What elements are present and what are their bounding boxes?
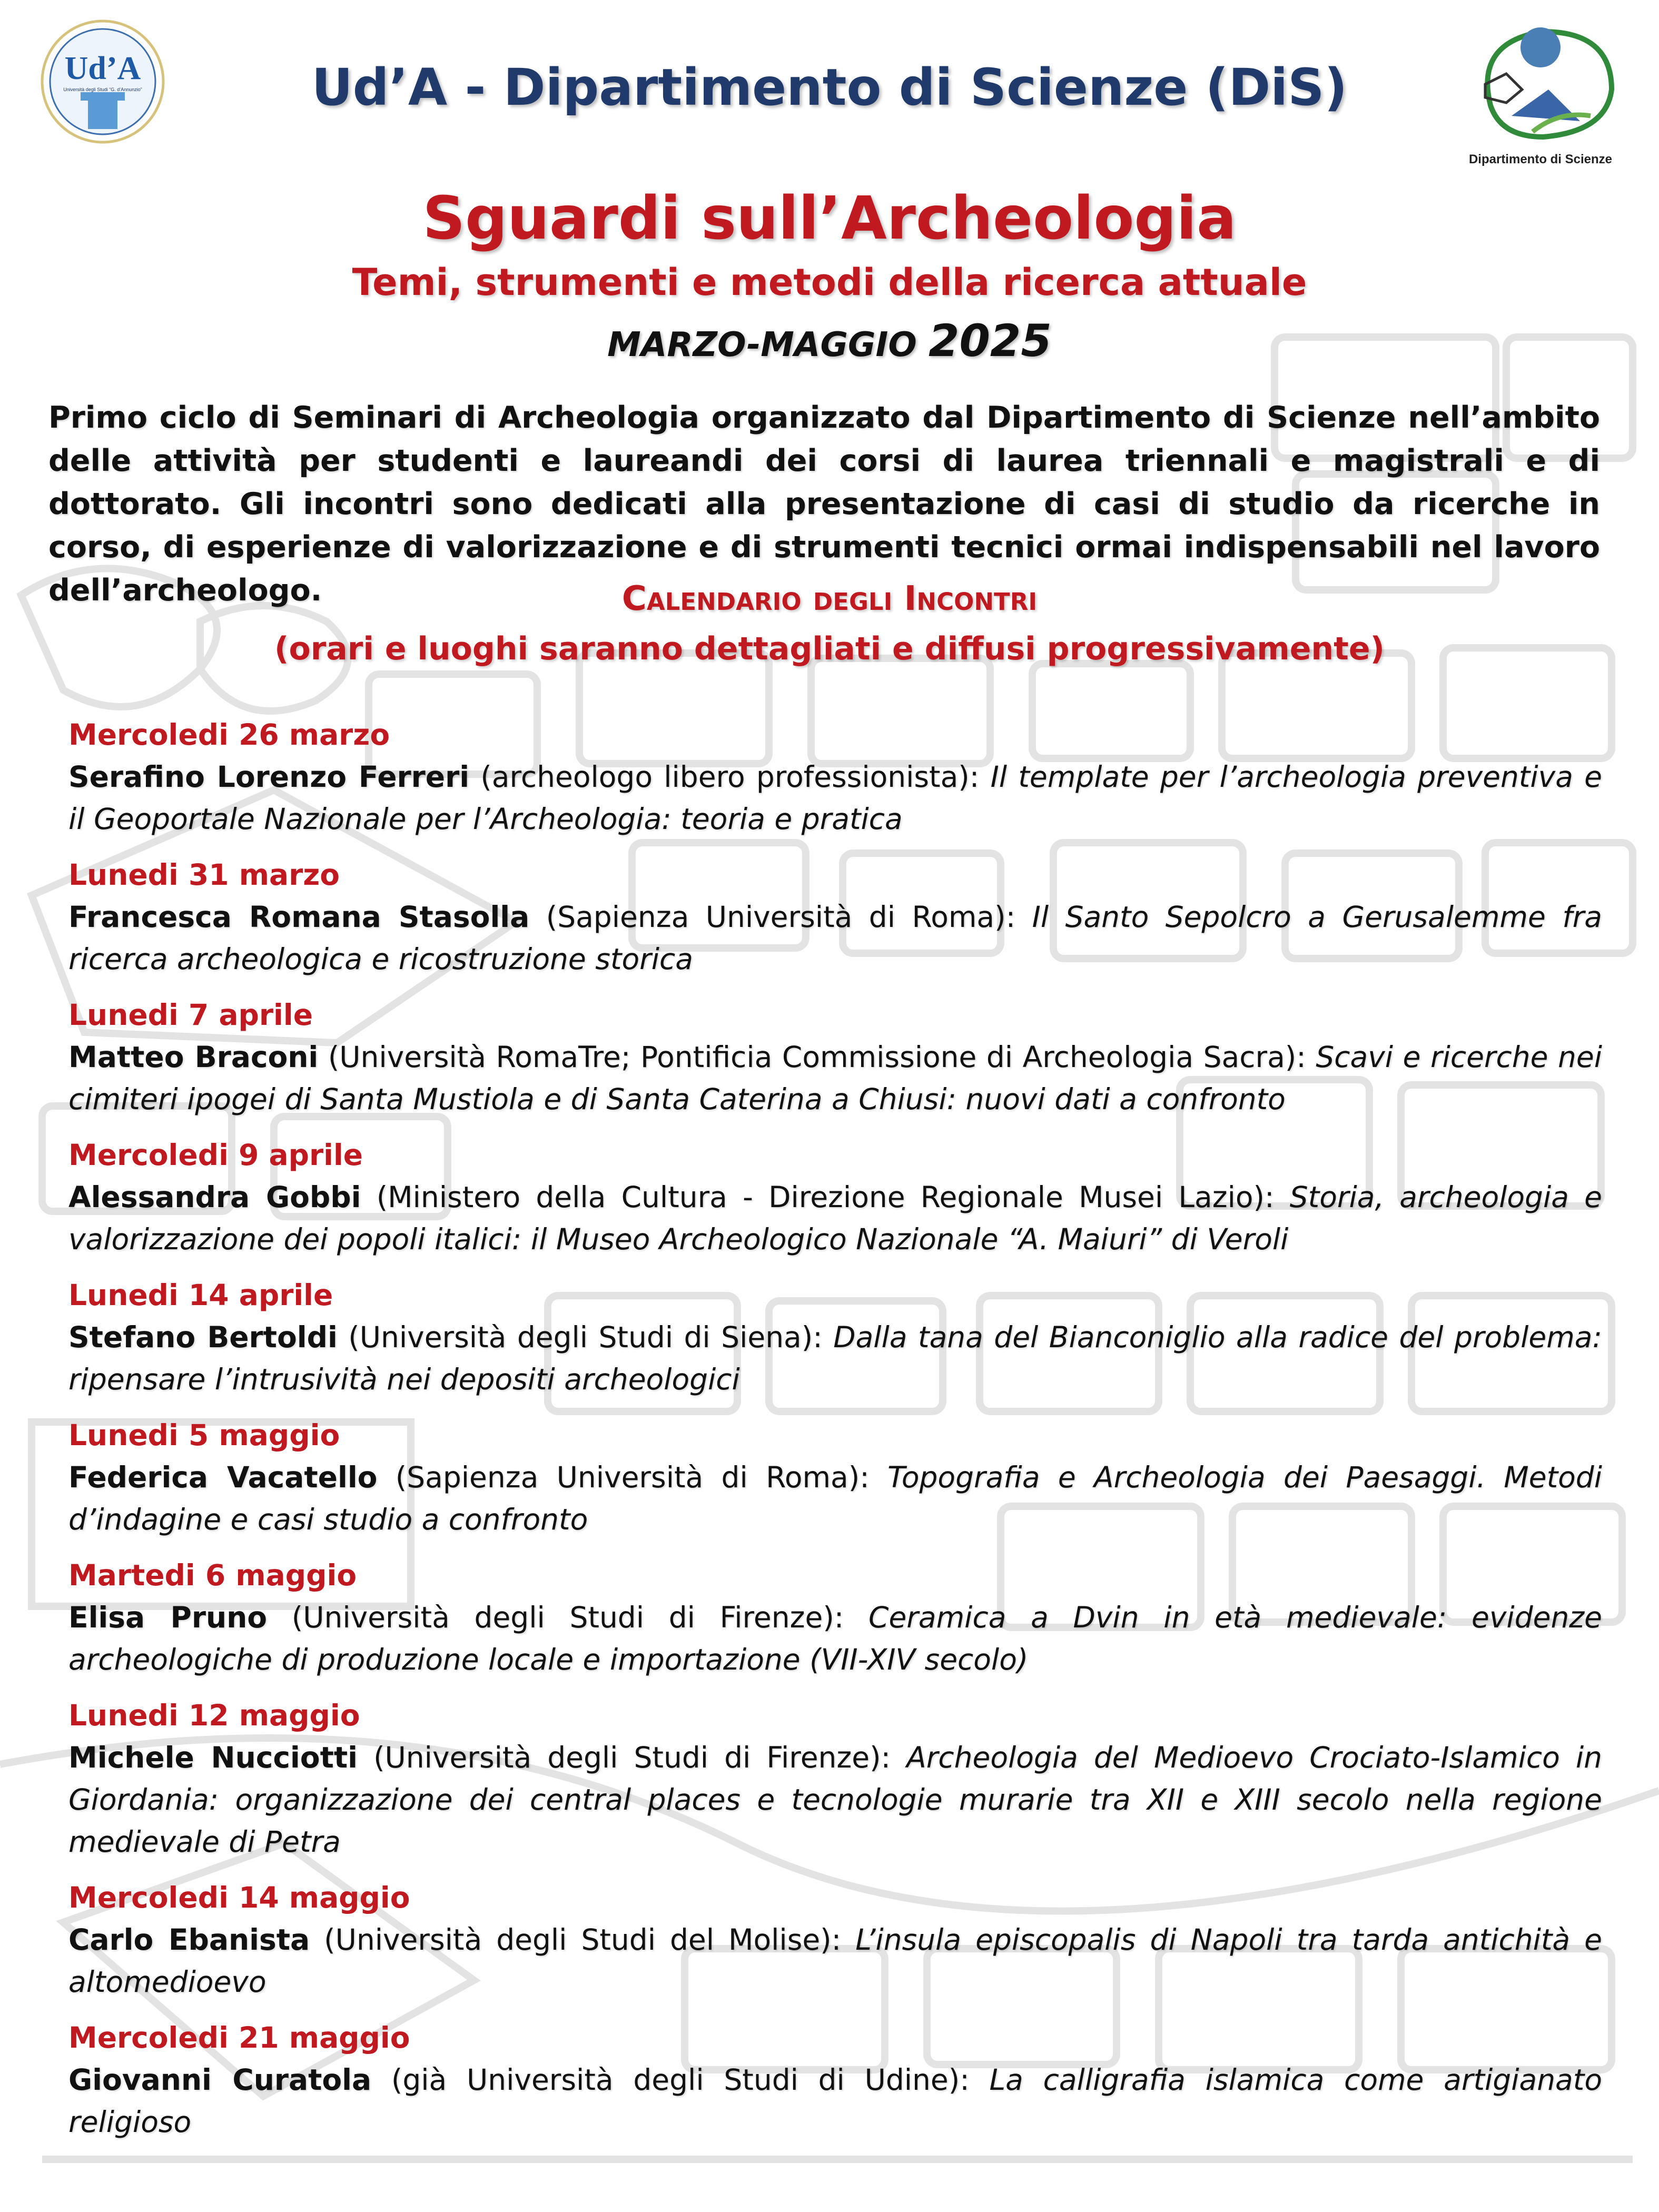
event-speaker: Matteo Braconi	[68, 1040, 319, 1074]
event-speaker: Francesca Romana Stasolla	[68, 900, 530, 934]
date-year: 2025	[929, 315, 1052, 367]
event-item	[68, 1554, 1602, 1681]
event-affiliation: (archeologo libero professionista):	[469, 760, 991, 794]
event-body	[68, 1036, 1602, 1120]
event-speaker: Michele Nucciotti	[68, 1741, 358, 1774]
event-talk-title: Topografia e Archeologia dei Paesaggi. Metodi d’indagine e casi studio a confronto	[68, 1460, 1602, 1536]
event-date: Mercoledi 21 maggio	[68, 2021, 410, 2055]
event-body	[68, 1596, 1602, 1681]
event-talk-title: Scavi e ricerche nei cimiteri ipogei di Santa Mustiola e di Santa Caterina a Chiusi: nuovi dati a confronto	[68, 1040, 1603, 1116]
date-range	[0, 315, 1659, 367]
event-date: Martedi 6 maggio	[68, 1558, 357, 1592]
event-speaker: Elisa Pruno	[68, 1601, 268, 1634]
event-talk-title: L’insula episcopalis di Napoli tra tarda antichità e altomedioevo	[68, 1923, 1602, 1999]
event-speaker: Serafino Lorenzo Ferreri	[68, 760, 470, 794]
event-speaker: Stefano Bertoldi	[68, 1320, 338, 1354]
event-speaker: Federica Vacatello	[68, 1460, 378, 1494]
event-body	[68, 1316, 1602, 1400]
event-body	[68, 1919, 1602, 2003]
svg-text:Dipartimento di Scienze: Dipartimento di Scienze	[1468, 152, 1613, 166]
event-body	[68, 756, 1602, 840]
event-date: Mercoledi 26 marzo	[68, 718, 390, 752]
event-affiliation: (Università RomaTre; Pontificia Commissione di Archeologia Sacra):	[318, 1040, 1316, 1074]
page-subtitle: Temi, strumenti e metodi della ricerca attuale	[352, 261, 1307, 304]
event-date: Lunedi 7 aprile	[68, 998, 313, 1032]
intro-paragraph: Primo ciclo di Seminari di Archeologia organizzato dal Dipartimento di Scienze nell’ambito delle attività per studenti e laureandi dei corsi di laurea triennali e magistrali e di dottorato. Gli incontri sono dedicati alla presentazione di casi di studio da ricerche in corso, di esperienze di valorizzazione e di strumenti tecnici ormai indispensabili nel lavoro dell’archeologo.	[48, 400, 1600, 608]
department-title: Ud’A - Dipartimento di Scienze (DiS)	[311, 58, 1348, 117]
event-talk-title: Storia, archeologia e valorizzazione dei popoli italici: il Museo Archeologico Nazionale “A. Maiuri” di Veroli	[68, 1180, 1602, 1256]
event-body	[68, 2059, 1602, 2143]
event-speaker: Carlo Ebanista	[68, 1923, 310, 1957]
event-list	[68, 714, 1602, 2157]
svg-text:Università degli Studi “G. d’A: Università degli Studi “G. d’Annunzio”	[63, 87, 142, 92]
event-talk-title: Il template per l’archeologia preventiva e il Geoportale Nazionale per l’Archeologia: teoria e pratica	[68, 760, 1602, 836]
event-item	[68, 1694, 1602, 1863]
calendar-note: (orari e luoghi saranno dettagliati e diffusi progressivamente)	[274, 630, 1385, 667]
event-talk-title: La calligrafia islamica come artigianato religioso	[68, 2063, 1602, 2139]
event-item	[68, 1877, 1602, 2003]
event-item	[68, 2017, 1602, 2143]
event-affiliation: (Università degli Studi di Firenze):	[267, 1601, 869, 1634]
event-speaker: Giovanni Curatola	[68, 2063, 372, 2097]
event-date: Lunedi 14 aprile	[68, 1278, 333, 1312]
event-date: Mercoledi 9 aprile	[68, 1138, 363, 1172]
event-talk-title: Ceramica a Dvin in età medievale: evidenze archeologiche di produzione locale e importazione (VII-XIV secolo)	[68, 1601, 1603, 1676]
event-talk-title: Archeologia del Medioevo Crociato-Islamico in Giordania: organizzazione dei central places e tecnologie murarie tra XII e XIII secolo nella regione medievale di Petra	[68, 1741, 1603, 1859]
event-body	[68, 1176, 1602, 1260]
event-affiliation: (Ministero della Cultura - Direzione Regionale Musei Lazio):	[361, 1180, 1290, 1214]
event-body	[68, 1736, 1602, 1863]
event-date: Lunedi 31 marzo	[68, 858, 340, 892]
event-body	[68, 896, 1602, 980]
event-item	[68, 854, 1602, 980]
calendar-heading: Calendario degli Incontri	[621, 579, 1038, 618]
event-speaker: Alessandra Gobbi	[68, 1180, 361, 1214]
event-item	[68, 1274, 1602, 1400]
event-body	[68, 1456, 1602, 1540]
event-affiliation: (Università degli Studi del Molise):	[310, 1923, 856, 1957]
event-affiliation: (Università degli Studi di Siena):	[337, 1320, 834, 1354]
event-date: Mercoledi 14 maggio	[68, 1881, 410, 1914]
page-title: Sguardi sull’Archeologia	[422, 184, 1237, 253]
event-date: Lunedi 5 maggio	[68, 1418, 340, 1452]
event-item	[68, 1134, 1602, 1260]
event-talk-title: Il Santo Sepolcro a Gerusalemme fra ricerca archeologica e ricostruzione storica	[68, 900, 1602, 976]
event-item	[68, 1414, 1602, 1540]
event-item	[68, 714, 1602, 840]
event-affiliation: (Sapienza Università di Roma):	[377, 1460, 888, 1494]
event-date: Lunedi 12 maggio	[68, 1698, 360, 1732]
svg-text:Ud’A: Ud’A	[64, 51, 141, 86]
event-affiliation: (già Università degli Studi di Udine):	[371, 2063, 990, 2097]
event-affiliation: (Sapienza Università di Roma):	[529, 900, 1032, 934]
event-item	[68, 994, 1602, 1120]
event-affiliation: (Università degli Studi di Firenze):	[358, 1741, 907, 1774]
date-period: MARZO-MAGGIO	[607, 325, 917, 364]
event-talk-title: Dalla tana del Bianconiglio alla radice del problema: ripensare l’intrusività nei depositi archeologici	[68, 1320, 1602, 1396]
